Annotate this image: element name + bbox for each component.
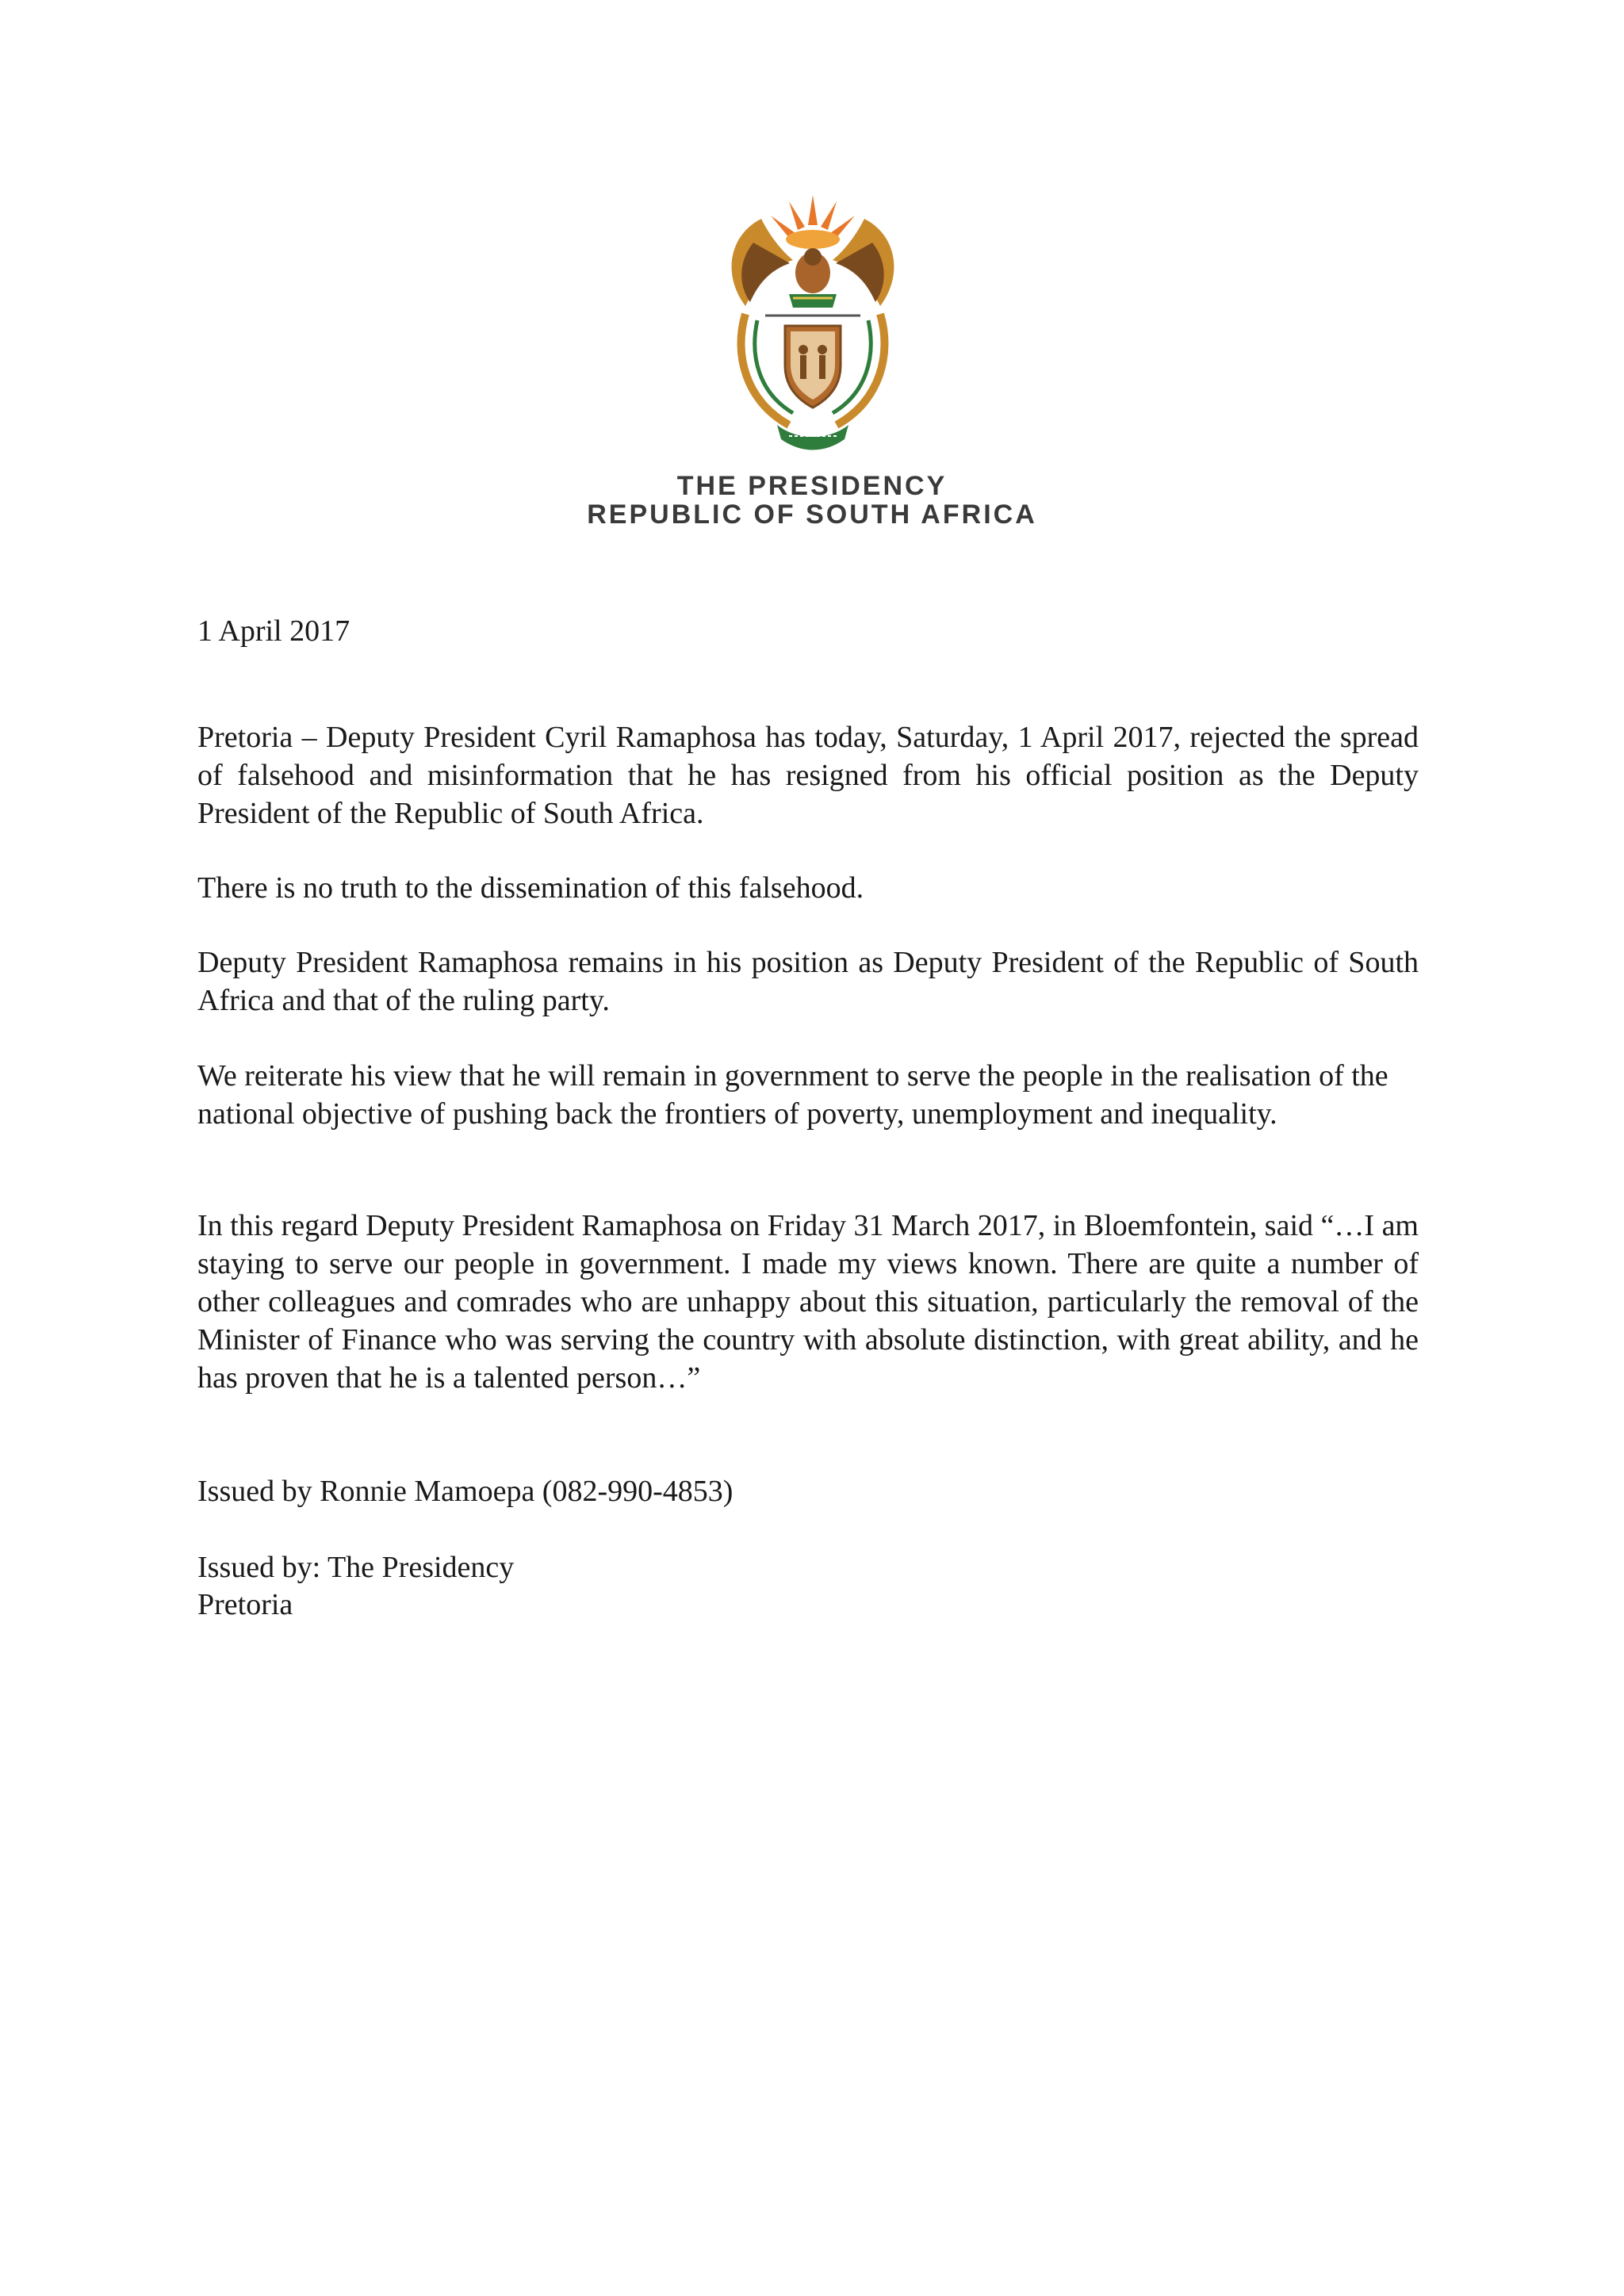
paragraph-5: In this regard Deputy President Ramaphosa on Friday 31 March 2017, in Bloemfontein, said “…I am staying to serve our people in government. I made my views known. There are quite a number of other colleagues and comrades who are unhappy about this situation, particularly the removal of the Minister of Finance who was serving the country with absolute distinction, with great ability, and he has proven that he is a talented person…” [197,1209,1419,1395]
paragraph-3: Deputy President Ramaphosa remains in his position as Deputy President of the Republic of South Africa and that of the ruling party. [197,946,1419,1017]
issued-by-org: Issued by: The Presidency [197,1551,515,1584]
paragraph-1: Pretoria – Deputy President Cyril Ramaphosa has today, Saturday, 1 April 2017, rejected the spread of falsehood and misinformation that he has resigned from his official position as the Deputy President of the Republic of South Africa. [197,721,1419,830]
paragraph-4: We reiterate his view that he will remain in government to serve the people in the realisation of the national objective of pushing back the frontiers of poverty, unemployment and inequality. [197,1059,1388,1131]
issued-by-contact: Issued by Ronnie Mamoepa (082-990-4853) [197,1475,733,1508]
paragraph-2: There is no truth to the dissemination of this falsehood. [197,871,864,905]
letterhead-subtitle: REPUBLIC OF SOUTH AFRICA [587,499,1037,530]
issued-location: Pretoria [197,1588,293,1621]
coat-of-arms-icon [714,187,912,457]
letterhead-title: THE PRESIDENCY [676,471,948,501]
statement-date: 1 April 2017 [197,614,350,648]
